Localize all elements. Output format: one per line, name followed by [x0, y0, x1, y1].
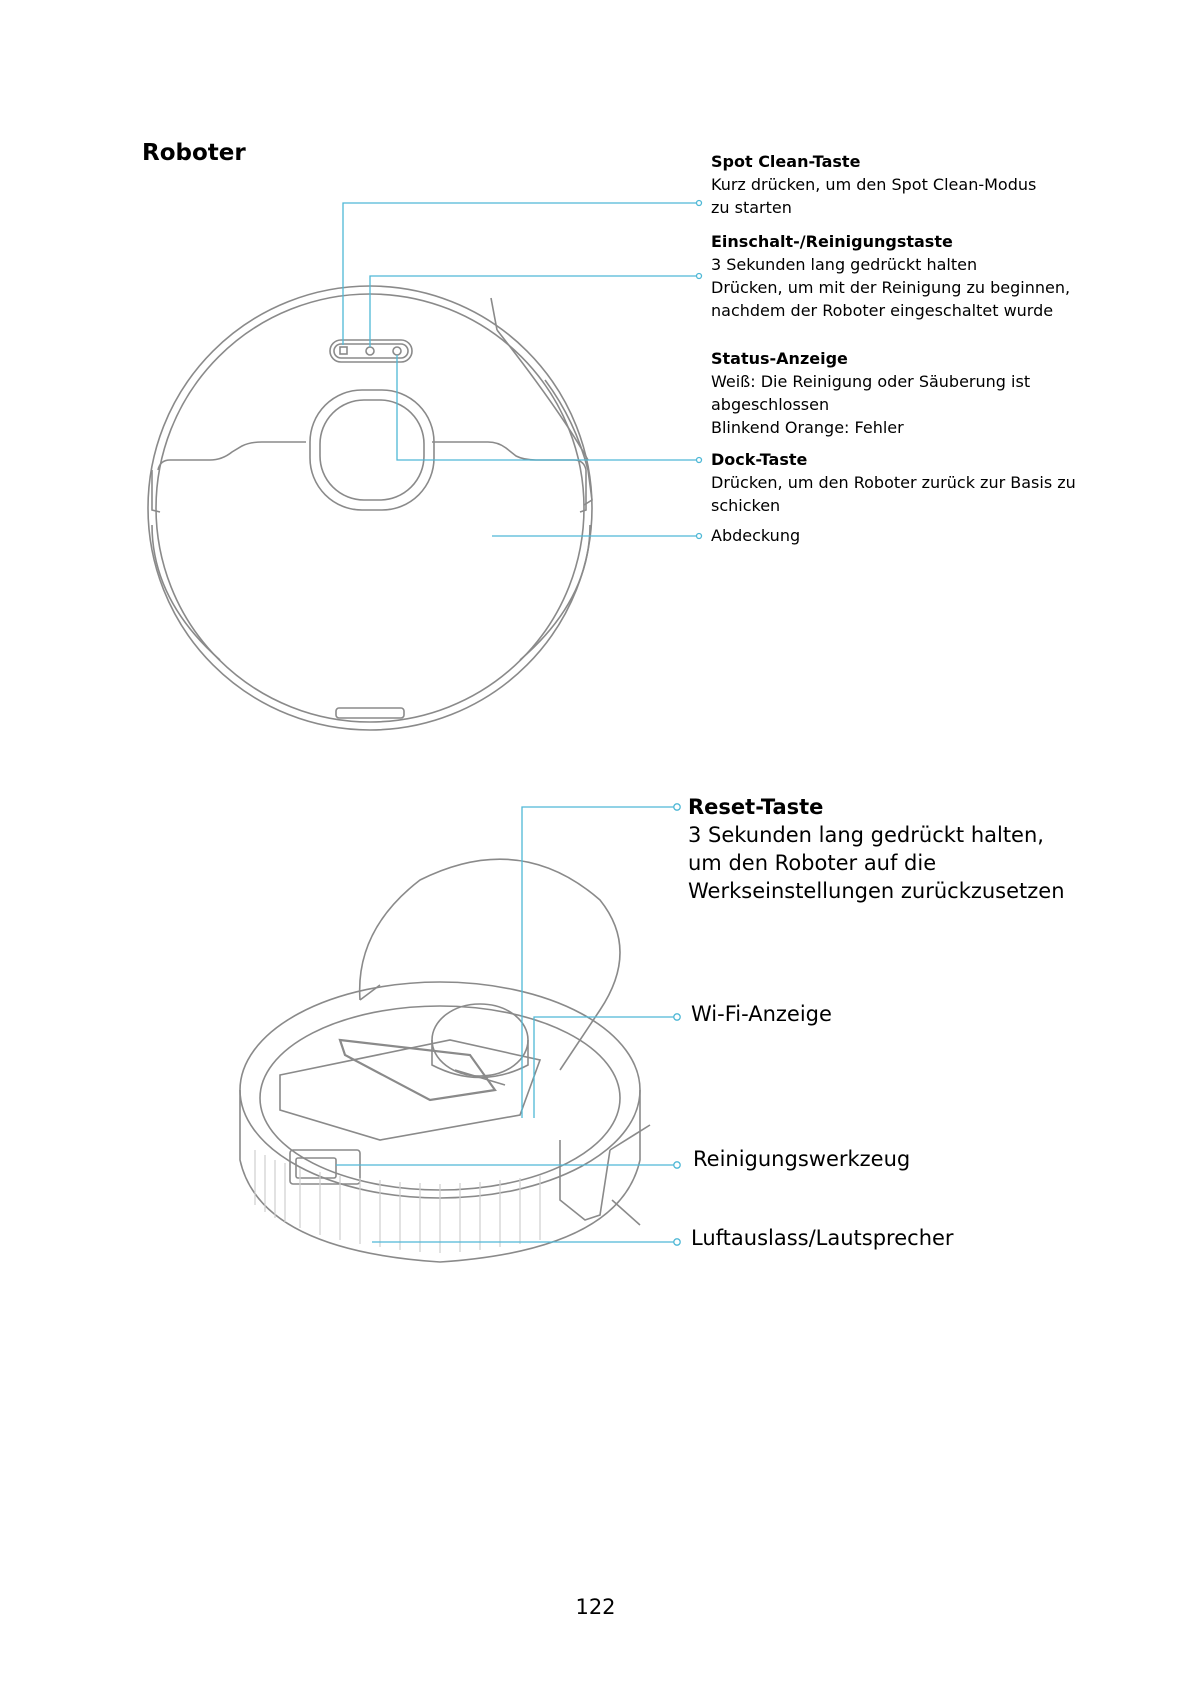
robot-top-view-drawing [148, 286, 592, 730]
label-cleaning-tool [693, 1145, 910, 1173]
label-power-button [711, 230, 1070, 322]
label-desc-line: abgeschlossen [711, 395, 830, 414]
robot-open-lid-drawing [240, 859, 650, 1262]
label-desc-line: Wi-Fi-Anzeige [691, 1002, 832, 1026]
label-desc-line: Abdeckung [711, 526, 801, 545]
label-wifi-indicator [691, 1000, 832, 1028]
label-desc-line: 3 Sekunden lang gedrückt halten [711, 255, 978, 274]
label-desc-line: Luftauslass/Lautsprecher [691, 1226, 954, 1250]
label-reset-button [688, 793, 1065, 905]
label-title: Status-Anzeige [711, 349, 848, 368]
label-title: Dock-Taste [711, 450, 808, 469]
label-desc-line: schicken [711, 496, 781, 515]
label-desc-line: Weiß: Die Reinigung oder Säuberung ist [711, 372, 1031, 391]
label-title: Einschalt-/Reinigungstaste [711, 232, 953, 251]
label-desc-line: 3 Sekunden lang gedrückt halten, [688, 823, 1044, 847]
label-spot-clean-button [711, 150, 1036, 219]
label-desc-line: um den Roboter auf die [688, 851, 937, 875]
label-cover [711, 524, 800, 547]
label-desc-line: nachdem der Roboter eingeschaltet wurde [711, 301, 1054, 320]
label-title: Spot Clean-Taste [711, 152, 861, 171]
label-dock-button [711, 448, 1076, 517]
page-number: 122 [575, 1595, 616, 1619]
label-title: Reset-Taste [688, 795, 824, 819]
label-desc-line: Reinigungswerkzeug [693, 1147, 911, 1171]
label-desc-line: Blinkend Orange: Fehler [711, 418, 904, 437]
label-status-indicator [711, 347, 1031, 437]
label-air-outlet-speaker [691, 1224, 954, 1252]
label-desc-line: Drücken, um mit der Reinigung zu beginnen, [711, 278, 1071, 297]
label-desc-line: Drücken, um den Roboter zurück zur Basis zu [711, 473, 1076, 492]
label-desc-line: zu starten [711, 198, 792, 217]
label-desc-line: Kurz drücken, um den Spot Clean-Modus [711, 175, 1037, 194]
label-desc-line: Werkseinstellungen zurückzusetzen [688, 879, 1065, 903]
page-title: Roboter [142, 140, 246, 166]
